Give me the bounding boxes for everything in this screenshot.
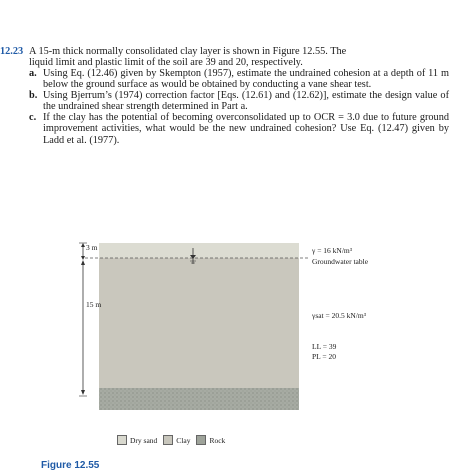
soil-profile-diagram <box>0 200 457 475</box>
depth-15m-label: 15 m <box>86 300 102 309</box>
figure-legend <box>117 435 225 445</box>
unit-weight-label: γ = 16 kN/m³ <box>312 246 353 255</box>
legend-rock-label: Rock <box>209 435 226 445</box>
problem-intro-line1: A 15-m thick normally consolidated clay layer is shown in Figure 12.55. The <box>29 46 347 57</box>
problem-parts <box>29 68 449 146</box>
part-c <box>29 112 449 145</box>
legend-rock <box>196 435 225 445</box>
liquid-limit-label: LL = 39 <box>312 342 337 351</box>
part-a-text: Using Eq. (12.46) given by Skempton (1957), estimate the undrained cohesion at a depth of 11 m below the ground surface as would be obtained by conducting a vane shear test. <box>43 68 449 91</box>
problem-number: 12.23 <box>0 46 24 57</box>
part-a-letter: a. <box>29 68 37 79</box>
figure-caption: Figure 12.55 <box>41 460 100 471</box>
clay-swatch-icon <box>163 435 173 445</box>
depth-3m-label: 3 m <box>86 243 98 252</box>
groundwater-table-label: Groundwater table <box>312 257 369 266</box>
rock-layer <box>99 388 299 410</box>
legend-dry-sand <box>117 435 157 445</box>
problem-12-23 <box>0 46 452 146</box>
clay-layer <box>99 258 299 388</box>
legend-dry-sand-label: Dry sand <box>130 435 158 445</box>
dry-sand-layer <box>99 243 299 258</box>
problem-header <box>0 46 452 57</box>
part-c-letter: c. <box>29 112 37 124</box>
soil-profile-figure <box>0 200 457 475</box>
legend-clay <box>163 435 190 445</box>
rock-swatch-icon <box>196 435 206 445</box>
legend-clay-label: Clay <box>176 435 191 445</box>
part-c-text: If the clay has the potential of becoming overconsolidated up to OCR = 3.0 due to future ground improvement activities, what would be the new undrained cohesion? Use Eq. (12.47) given by Ladd et al. (1977). <box>43 112 449 146</box>
problem-intro-line2: liquid limit and plastic limit of the soil are 39 and 20, respectively. <box>29 57 303 68</box>
saturated-unit-weight-label: γsat = 20.5 kN/m³ <box>312 311 366 320</box>
part-a <box>29 68 449 90</box>
part-b-letter: b. <box>29 90 38 102</box>
part-b-text: Using Bjerrum’s (1974) correction factor [Eqs. (12.61) and (12.62)], estimate the design value of the undrained shear strength determined in Part a. <box>43 90 449 113</box>
dry-sand-swatch-icon <box>117 435 127 445</box>
plastic-limit-label: PL = 20 <box>312 352 336 361</box>
part-b <box>29 90 449 112</box>
